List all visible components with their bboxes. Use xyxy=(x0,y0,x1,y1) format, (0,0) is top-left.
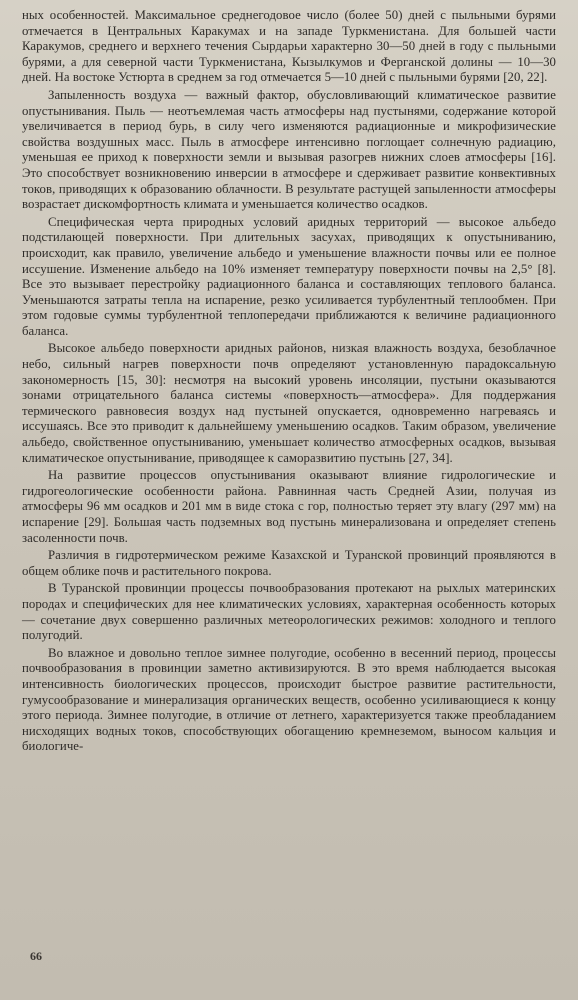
page-number: 66 xyxy=(30,949,42,963)
paragraph-paradox: Высокое альбедо поверхности аридных районов, низкая влажность воздуха, безоблачное небо, сильный нагрев поверхности почв определяют установленную парадоксальную закономерность [15, 30]: несмотря на высокий уровень инсоляции, пустыни оказываются зонами отрицательного баланса системы «поверхность—атмосфера». Для поддержания термического равновесия воздух над пустыней опускается, одновременно нагреваясь и иссушаясь. Все это приводит к дальнейшему уменьшению осадков. Таким образом, увеличение альбедо, свойственное опустыниванию, уменьшает количество атмосферных осадков, вызывая климатическое опустынивание, приводящее к саморазвитию пустынь [27, 34]. xyxy=(22,341,556,465)
paragraph-dust-storms: ных особенностей. Максимальное среднегодовое число (более 50) дней с пыльными бурями отмечается в Центральных Каракумах и на западе Туркменистана. Для большей части Каракумов, среднего и верхнего течения Сырдарьи характерно 30—50 дней в году с пыльными бурями, а для северной части Туркменистана, Кызылкумов и Ферганской долины — 10—30 дней. На востоке Устюрта в среднем за год отмечается 5—10 дней с пыльными бурями [20, 22]. xyxy=(22,8,556,85)
paragraph-hydrology: На развитие процессов опустынивания оказывают влияние гидрологические и гидрогеологические особенности района. Равнинная часть Средней Азии, получая из атмосферы 96 мм осадков и 201 мм в виде стока с гор, полностью теряет эту влагу (297 мм) на испарение [29]. Большая часть подземных вод пустынь минерализована и определяет степень засоленности почв. xyxy=(22,468,556,545)
paragraph-albedo: Специфическая черта природных условий аридных территорий — высокое альбедо подстилающей поверхности. При длительных засухах, приводящих к опустыниванию, происходит, как правило, увеличение альбедо и уменьшение влажности почвы или ее полное иссушение. Изменение альбедо на 10% изменяет температуру поверхности почвы на 2,5° [8]. Все это вызывает перестройку радиационного баланса и составляющих теплового баланса. Уменьшаются затраты тепла на испарение, резко усиливается турбулентный теплообмен. При этом годовые суммы турбулентной теплопередачи приближаются к величине радиационного баланса. xyxy=(22,214,556,338)
paragraph-winter: Во влажное и довольно теплое зимнее полугодие, особенно в весенний период, процессы почвообразования в провинции заметно активизируются. В это время наблюдается высокая интенсивность биологических процессов, происходит быстрое развитие растительности, гумусообразование и минерализация органических веществ, особенно усиливающиеся к концу этого периода. Зимнее полугодие, в отличие от летнего, характеризуется также преобладанием нисходящих водных токов, способствующих обогащению кремнеземом, выносом кальция и биологиче- xyxy=(22,645,556,754)
paragraph-provinces: Различия в гидротермическом режиме Казахской и Туранской провинций проявляются в общем облике почв и растительного покрова. xyxy=(22,548,556,578)
paragraph-turan: В Туранской провинции процессы почвообразования протекают на рыхлых материнских породах и специфических для нее климатических условиях, характерная особенность которых — сочетание двух совершенно различных метеорологических режимов: холодного и теплого полугодий. xyxy=(22,581,556,643)
paragraph-dust-content: Запыленность воздуха — важный фактор, обусловливающий климатическое развитие опустынивания. Пыль — неотъемлемая часть атмосферы над пустынями, содержание которой увеличивается в период бурь, в силу чего изменяются радиационные и микрофизические свойства воздушных масс. Пыль в атмосфере интенсивно поглощает солнечную радиацию, уменьшая ее приход к поверхности земли и вызывая разогрев нижних слоев атмосферы [16]. Это способствует возникновению инверсии в атмосфере и сдерживает развитие конвективных токов, приводящих к образованию облачности. В результате растущей запыленности атмосферы возрастает дискомфортность климата и уменьшается количество осадков. xyxy=(22,87,556,212)
body-text xyxy=(22,8,556,755)
